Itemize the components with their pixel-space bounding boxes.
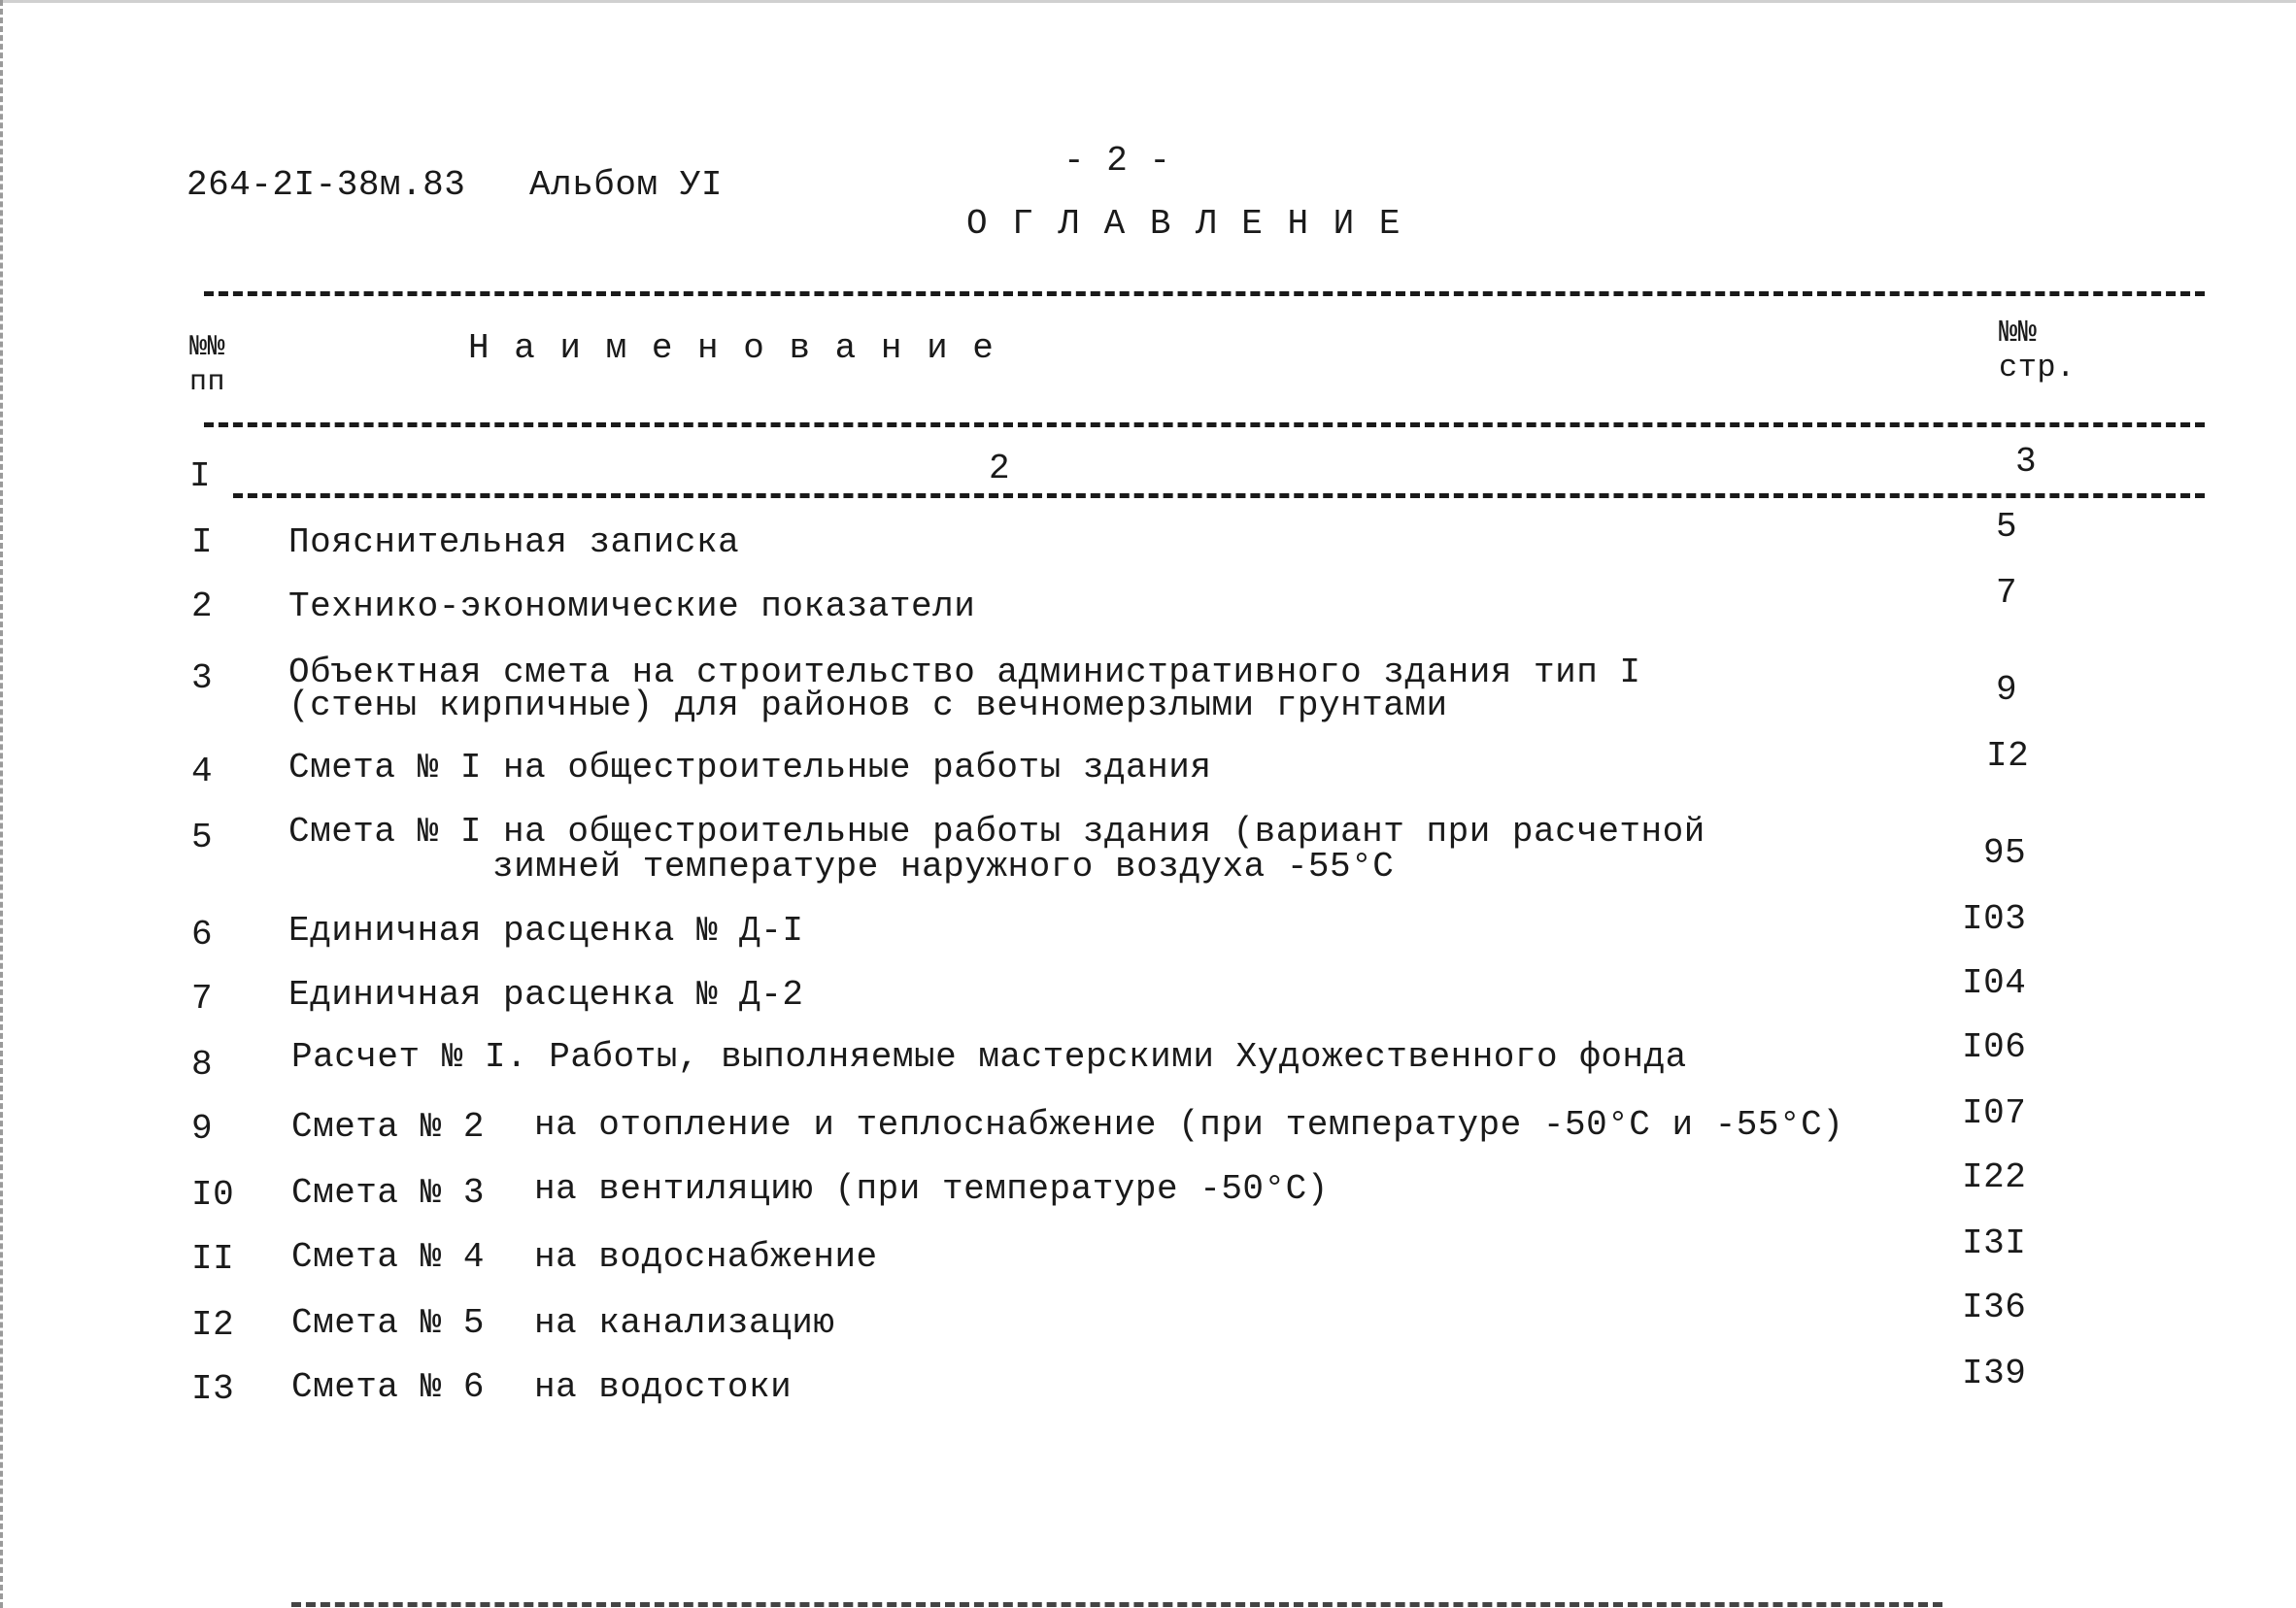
entry-page: 95: [1983, 833, 2027, 873]
entry-page: I2: [1986, 736, 2030, 776]
entry-label: Смета № 4: [291, 1237, 485, 1277]
entry-text-continued: зимней температуре наружного воздуха -55°С: [492, 847, 1395, 887]
entry-text: на отопление и теплоснабжение (при температуре -50°С и -55°С): [534, 1105, 1844, 1145]
entry-text: Смета № I на общестроительные работы здания: [288, 748, 1212, 787]
entry-num: 2: [191, 586, 214, 626]
entry-page: I3I: [1962, 1223, 2027, 1263]
entry-num: 6: [191, 915, 214, 955]
page-number: - 2 -: [1064, 141, 1171, 181]
num-header-line2: пп: [189, 366, 226, 399]
scan-edge-top: [0, 0, 2296, 3]
entry-label: Смета № 5: [291, 1303, 485, 1343]
entry-page: I04: [1962, 963, 2027, 1003]
entry-num: 8: [191, 1045, 214, 1085]
column-index-1: I: [189, 456, 212, 496]
entry-text: Технико-экономические показатели: [288, 586, 976, 626]
entry-text: Пояснительная записка: [288, 522, 740, 562]
num-header-line1: №№: [189, 331, 226, 364]
album-label: Альбом УI: [529, 165, 723, 205]
entry-page: I36: [1962, 1288, 2027, 1327]
entry-page: I06: [1962, 1027, 2027, 1067]
entry-text: на вентиляцию (при температуре -50°С): [534, 1169, 1329, 1209]
page-title: О Г Л А В Л Е Н И Е: [966, 204, 1402, 244]
column-index-2: 2: [989, 449, 1011, 488]
doc-code: 264-2I-38м.83: [186, 165, 466, 205]
page-header-line2: стр.: [1999, 350, 2076, 385]
entry-label: Смета № 2: [291, 1107, 485, 1147]
entry-text: Единичная расценка № Д-I: [288, 911, 804, 951]
entry-num: I0: [191, 1175, 235, 1215]
scan-edge-left: [0, 0, 6, 1608]
page-column-header: [1999, 316, 2076, 385]
entry-text-continued: (стены кирпичные) для районов с вечномерзлыми грунтами: [288, 686, 1448, 725]
entry-text: Единичная расценка № Д-2: [288, 975, 804, 1015]
entry-page: I07: [1962, 1093, 2027, 1133]
entry-num: 9: [191, 1109, 214, 1149]
entry-text: на водостоки: [534, 1367, 793, 1407]
entry-page: 7: [1996, 573, 2018, 613]
entry-num: II: [191, 1239, 235, 1279]
scan-edge-bottom: [291, 1602, 1942, 1607]
entry-page: 5: [1996, 507, 2018, 547]
entry-label: Смета № 6: [291, 1367, 485, 1407]
num-column-header: [189, 330, 225, 400]
entry-num: 7: [191, 979, 214, 1019]
name-column-header: Н а и м е н о в а н и е: [468, 328, 996, 368]
entry-text: на канализацию: [534, 1303, 835, 1343]
index-row-rule: [233, 493, 2205, 498]
entry-text: на водоснабжение: [534, 1237, 878, 1277]
entry-num: 4: [191, 752, 214, 791]
entry-page: I22: [1962, 1157, 2027, 1197]
entry-num: 5: [191, 818, 214, 857]
page-header-line1: №№: [1999, 315, 2038, 351]
entry-num: I3: [191, 1369, 235, 1409]
entry-label: Смета № 3: [291, 1173, 485, 1213]
table-top-rule: [204, 291, 2205, 296]
entry-text: Расчет № I. Работы, выполняемые мастерскими Художественного фонда: [291, 1037, 1687, 1077]
entry-page: I39: [1962, 1354, 2027, 1393]
header-bottom-rule: [204, 422, 2205, 427]
entry-page: I03: [1962, 899, 2027, 939]
entry-text: Смета № I на общестроительные работы здания (вариант при расчетной: [288, 812, 1705, 852]
entry-num: I2: [191, 1305, 235, 1345]
entry-num: 3: [191, 658, 214, 698]
column-index-3: 3: [2015, 442, 2038, 482]
entry-text: Объектная смета на строительство административного здания тип I: [288, 653, 1641, 692]
entry-num: I: [191, 522, 214, 562]
entry-page: 9: [1996, 670, 2018, 710]
